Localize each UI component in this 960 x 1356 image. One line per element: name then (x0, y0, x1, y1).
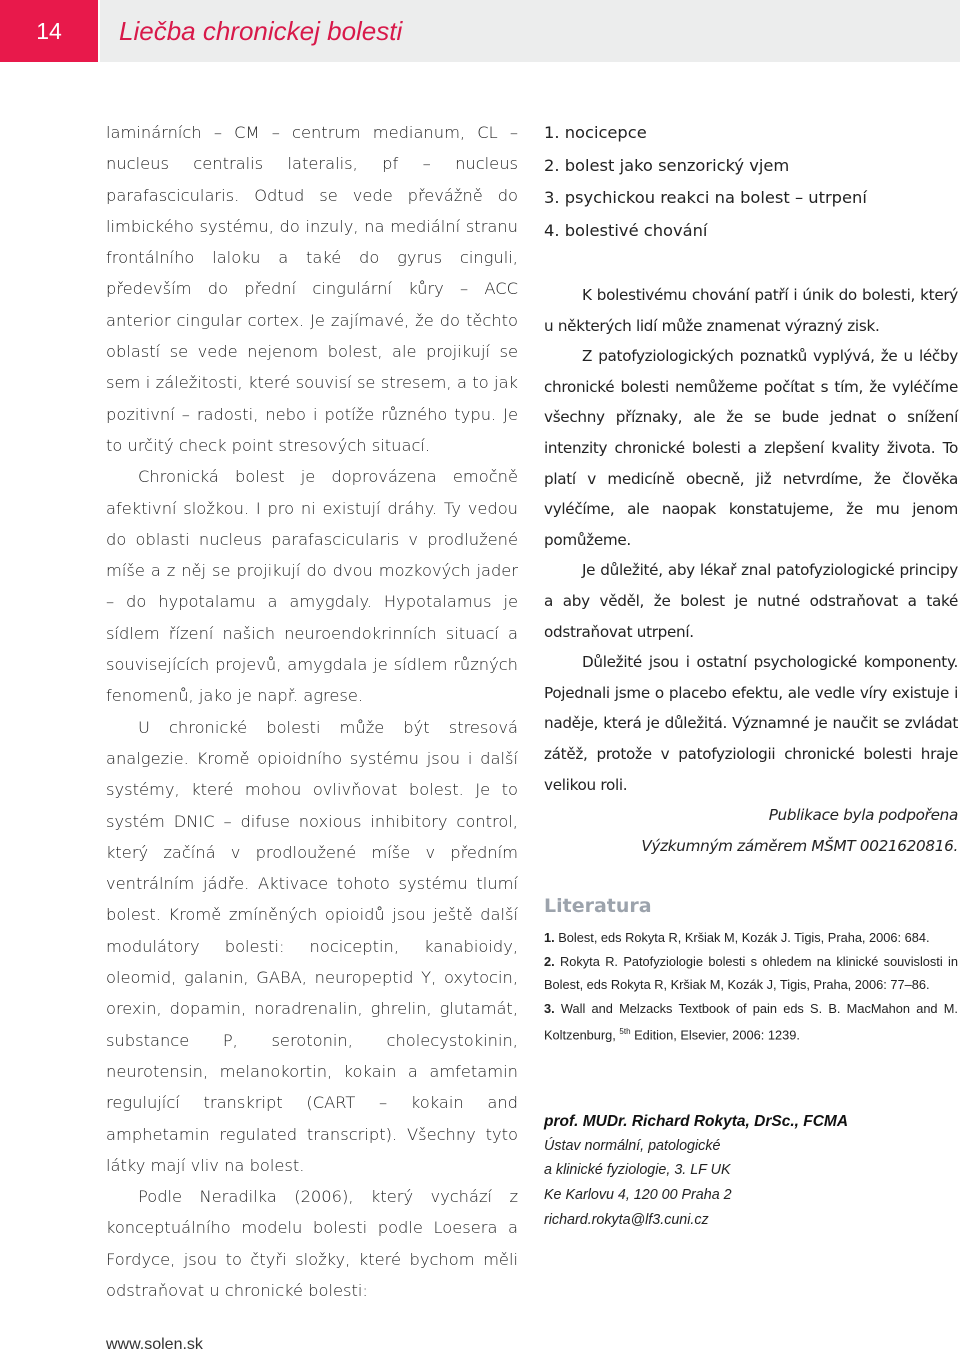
list-item: 2. bolest jako senzorický vjem (544, 155, 790, 175)
reference-text: Bolest, eds Rokyta R, Kršiak M, Kozák J. Tigis, Praha, 2006: 684. (558, 930, 930, 946)
footer-url[interactable]: www.solen.sk (106, 1336, 203, 1353)
body-paragraph: Důležité jsou i ostatní psychologické komponenty. Pojednali jsme o placebo efektu, ale vedle víry existuje i naděje, která je důležitá. Významné je naučit se zvládat zátěž, protože v patofyziologii chronické bolesti hraje velikou roli. (544, 653, 958, 794)
list-item: 3. psychickou reakci na bolest – utrpení (544, 188, 867, 207)
left-column (106, 117, 518, 1306)
author-affiliation: Ústav normální, patologické (544, 1137, 721, 1154)
reference-item (544, 926, 958, 949)
author-affiliation: a klinické fyziologie, 3. LF UK (544, 1162, 731, 1179)
body-paragraph: Chronická bolest je doprovázena emočně afektivní složkou. I pro ni existují dráhy. Ty vedou do oblasti nucleus parafascicularis v prodlužené míše a z něj se projikují do dvou mozkových jader – do hypotalamu a amygdaly. Hypotalamus je sídlem řízení našich neuroendokrinních situací a souvisejících projevů, amygdala je sídlem různých fenomenů, jako je např. agrese. (106, 467, 518, 706)
reference-number: 2. (544, 953, 555, 969)
body-paragraph: U chronické bolesti může být stresová analgezie. Kromě opioidního systému jsou i další systémy, které mohou ovlivňovat bolest. Je to systém DNIC – difuse noxious inhibitory control, který začíná v prodloužené míše v předním ventrálním jádře. Aktivace tohoto systému tlumí bolest. Kromě zmíněných opioidů jsou ještě další modulátory bolesti: nociceptin, kanabioidy, oleomid, galanin, GABA, neuropeptid Y, oxytocin, orexin, dopamin, noradrenalin, ghrelin, glutamát, substance P, serotonin, cholecystokinin, neurotensin, melanokortin, kokain a amfetamin regulující transkript (CART – kokain and amphetamin regulated transcript). Všechny tyto látky mají vliv na bolest. (106, 717, 518, 1175)
body-paragraph: Z patofyziologických poznatků vyplývá, že u léčby chronické bolesti nemůžeme počítat s tím, že vyléčíme všechny příznaky, ale že se bude jednat o snížení intenzity chronické bolesti a zlepšení kvality života. To platí v medicíně obecně, již netvrdíme, že člověka vyléčíme, ale naopak konstatujeme, že mu jenom pomůžeme. (544, 347, 958, 549)
components-list (544, 117, 958, 247)
title-bar (100, 0, 960, 62)
reference-superscript: 5th (619, 1026, 631, 1036)
body-paragraph: K bolestivému chování patří i únik do bolesti, který u některých lidí může znamenat výrazný zisk. (544, 286, 958, 335)
reference-text: Wall and Melzacks Textbook of pain eds S. B. MacMahon and M. Koltzenburg, (544, 1000, 958, 1043)
support-note: Publikace byla podpořena (768, 806, 958, 825)
author-email[interactable]: richard.rokyta@lf3.cuni.cz (544, 1211, 709, 1228)
running-title: Liečba chronickej bolesti (119, 15, 403, 46)
list-item: 4. bolestivé chování (544, 220, 708, 240)
list-item: 1. nocicepce (544, 123, 647, 142)
page-number-box (0, 0, 98, 62)
body-paragraph: Je důležité, aby lékař znal patofyziologické principy a aby věděl, že bolest je nutné odstraňovat a také odstraňovat utrpení. (544, 561, 958, 641)
reference-number: 1. (544, 930, 555, 946)
reference-number: 3. (544, 1000, 555, 1016)
author-address: Ke Karlovu 4, 120 00 Praha 2 (544, 1186, 732, 1203)
reference-item (544, 997, 958, 1047)
reference-list (544, 926, 958, 1046)
page-number: 14 (36, 17, 62, 44)
author-block (544, 1110, 958, 1233)
support-note: Výzkumným záměrem MŠMT 0021620816. (641, 836, 958, 855)
reference-text: Edition, Elsevier, 2006: 1239. (634, 1027, 800, 1043)
reference-item (544, 950, 958, 997)
body-paragraph: laminárních – CM – centrum medianum, CL – nucleus centralis lateralis, pf – nucleus parafascicularis. Odtud se vede převážně do limbického systému, do inzuly, na mediální stranu frontálního laloku a také do gyrus cinguli, především do přední cingulární kůry – ACC anterior cingular cortex. Je zajímavé, že do těchto oblastí se vede nejenom bolest, ale projikují se sem i záležitosti, které souvisí se stresem, a to jak pozitivní – radosti, nebo i potíže různého typu. Je to určitý check point stresových situací. (106, 123, 518, 455)
literature-heading: Literatura (544, 895, 652, 918)
author-name: prof. MUDr. Richard Rokyta, DrSc., FCMA (544, 1112, 849, 1130)
page-header (0, 0, 960, 62)
reference-text: Rokyta R. Patofyziologie bolesti s ohledem na klinické souvislosti in Bolest, eds Rokyta R, Kršiak M, Kozák J, Tigis, Praha, 2006: 77–86. (544, 953, 958, 993)
body-paragraph: Podle Neradilka (2006), který vychází z konceptuálního modelu bolesti podle Loesera a Fordyce, jsou to čtyři složky, které bychom měli odstraňovat u chronické bolesti: (106, 1187, 518, 1300)
right-column (544, 117, 958, 1232)
